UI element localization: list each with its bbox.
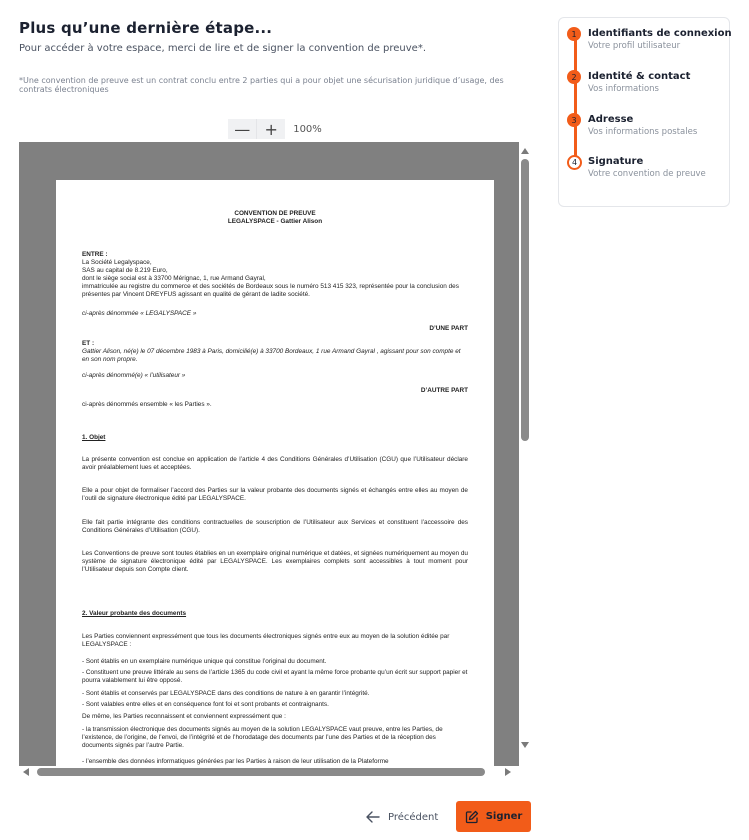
doc-section1-p3: Elle fait partie intégrante des conditions contractuelles de souscription de l’Utilisateur aux Services et constituent l’accessoire des Conditions Générales d’Utilisation (CGU). bbox=[82, 519, 468, 534]
horizontal-scrollbar[interactable] bbox=[19, 766, 531, 778]
scroll-down-arrow-icon[interactable] bbox=[521, 742, 529, 748]
doc-section2-b1: - Sont établis en un exemplaire numérique unique qui constitue l’original du document. bbox=[82, 658, 327, 665]
doc-section2-b4: - Sont valables entre elles et en conséquence font foi et sont probants et contraignants. bbox=[82, 701, 329, 708]
doc-section1-p2: Elle a pour objet de formaliser l’accord des Parties sur la valeur probante des documents signés et échangés entre elles au moyen de l’outil de signature électronique édité par LEGALYSPACE. bbox=[82, 487, 468, 502]
step-number: 2 bbox=[567, 70, 581, 84]
doc-section2-b3: - Sont établis et conservés par LEGALYSPACE dans des conditions de nature à en garantir l’intégrité. bbox=[82, 690, 370, 697]
doc-et: ET : bbox=[82, 340, 95, 347]
arrow-left-icon bbox=[366, 811, 380, 823]
zoom-in-button[interactable]: + bbox=[257, 119, 285, 139]
doc-parties: ci-après dénommés ensemble « les Parties ». bbox=[82, 401, 212, 408]
pen-square-icon bbox=[465, 810, 479, 824]
step-title: Signature bbox=[588, 156, 644, 167]
steps-progress-line bbox=[574, 35, 577, 163]
doc-title: CONVENTION DE PREUVE bbox=[234, 210, 316, 217]
step-subtitle: Vos informations bbox=[588, 84, 659, 94]
step-number: 4 bbox=[567, 155, 582, 170]
page-subtitle: Pour accéder à votre espace, merci de lire et de signer la convention de preuve*. bbox=[19, 43, 427, 54]
scroll-up-arrow-icon[interactable] bbox=[521, 148, 529, 154]
step-title: Identifiants de connexion bbox=[588, 28, 732, 39]
zoom-level: 100% bbox=[293, 123, 322, 135]
sign-label: Signer bbox=[485, 811, 523, 822]
doc-section1-title: 1. Objet bbox=[82, 434, 106, 441]
page-title: Plus qu’une dernière étape... bbox=[19, 19, 273, 37]
step-number: 1 bbox=[567, 27, 581, 41]
doc-section2-p1: Les Parties conviennent expressément que tous les documents électroniques signés entre eux au moyen de la solution éditée par LEGALYSPACE : bbox=[82, 633, 450, 648]
step-number: 3 bbox=[567, 113, 581, 127]
footnote: *Une convention de preuve est un contrat conclu entre 2 parties qui a pour objet une sécurisation juridique d’usage, des contrats électroniques bbox=[19, 76, 504, 94]
vertical-scroll-thumb[interactable] bbox=[521, 159, 529, 441]
scroll-left-arrow-icon[interactable] bbox=[23, 768, 29, 776]
step-subtitle: Vos informations postales bbox=[588, 127, 698, 137]
horizontal-scroll-thumb[interactable] bbox=[37, 768, 485, 776]
steps-panel bbox=[558, 17, 730, 207]
step-title: Identité & contact bbox=[588, 71, 691, 82]
document-page bbox=[56, 180, 494, 778]
doc-section1-p4: Les Conventions de preuve sont toutes établies en un exemplaire original numérique et datées, et signées numériquement au moyen du système de signature électronique édité par LEGALYSPACE. Les exemplaires complets sont accessibles à tout moment pour l’Utilisateur depuis son Compte client. bbox=[82, 550, 468, 573]
previous-button[interactable] bbox=[366, 806, 438, 828]
sign-button[interactable] bbox=[456, 801, 531, 832]
doc-user: Gattier Alison, né(e) le 07 décembre 1983 à Paris, domicilié(e) à 33700 Bordeaux, 1 rue Armand Gayral , agissant pour son compte et en son nom propre. bbox=[82, 348, 461, 363]
zoom-out-button[interactable]: — bbox=[228, 119, 257, 139]
step-subtitle: Votre convention de preuve bbox=[588, 169, 706, 179]
doc-section2-b2: - Constituent une preuve littérale au sens de l’article 1365 du code civil et ayant la même force probante qu’un écrit sur support papier et pourra valablement lui être opposé. bbox=[82, 669, 468, 684]
pdf-viewer[interactable] bbox=[19, 142, 531, 778]
doc-company: La Société Legalyspace, SAS au capital de 8.219 Euro, dont le siège social est à 33700 Mérignac, 1, rue Armand Gayral, immatriculée au registre du commerce et des sociétés de Bordeaux sous le numéro 513 415 323, représentée pour la conclusion des présentes par Vincent DREYFUS agissant en qualité de gérant de ladite société. bbox=[82, 259, 459, 298]
doc-une-part: D’UNE PART bbox=[429, 325, 468, 332]
step-title: Adresse bbox=[588, 114, 634, 125]
doc-user-alias: ci-après dénommé(e) « l’utilisateur » bbox=[82, 372, 186, 379]
scroll-right-arrow-icon[interactable] bbox=[505, 768, 511, 776]
doc-section2-title: 2. Valeur probante des documents bbox=[82, 610, 187, 617]
doc-section2-p2: De même, les Parties reconnaissent et conviennent expressément que : bbox=[82, 713, 286, 720]
previous-label: Précédent bbox=[388, 811, 439, 823]
pdf-toolbar bbox=[19, 116, 531, 142]
doc-section2-b5: - la transmission électronique des documents signés au moyen de la solution LEGALYSPACE vaut preuve, entre les Parties, de l’existence, de l’origine, de l’envoi, de l’intégrité et de l’horodatage des documents par l’une des Parties et de la réception des documents signés par l’autre Partie. bbox=[82, 726, 443, 749]
step-subtitle: Votre profil utilisateur bbox=[588, 41, 681, 51]
doc-company-alias: ci-après dénommée « LEGALYSPACE » bbox=[82, 310, 197, 317]
doc-entre: ENTRE : bbox=[82, 251, 108, 258]
doc-subtitle: LEGALYSPACE - Gattier Alison bbox=[227, 218, 323, 225]
vertical-scrollbar[interactable] bbox=[519, 142, 531, 766]
doc-autre-part: D’AUTRE PART bbox=[420, 387, 468, 394]
doc-section2-b6: - l’ensemble des données informatiques générées par les Parties à raison de leur utilisation de la Plateforme bbox=[82, 758, 389, 765]
doc-section1-p1: La présente convention est conclue en application de l’article 4 des Conditions Générales d’Utilisation (CGU) que l’Utilisateur déclare avoir préalablement lues et acceptées. bbox=[82, 456, 468, 471]
